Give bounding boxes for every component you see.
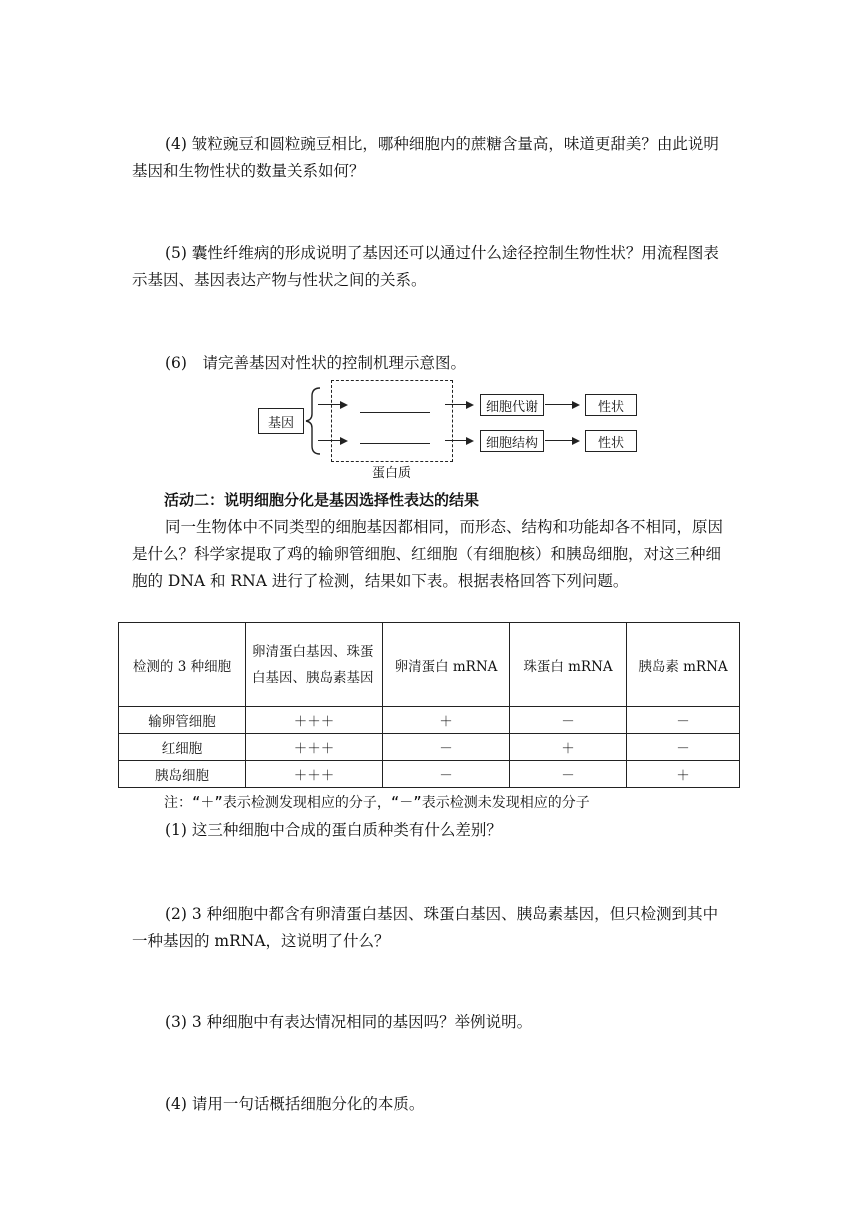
blank-line xyxy=(360,443,430,444)
arrow-line xyxy=(545,404,573,405)
table-cell: － xyxy=(510,761,627,788)
activity-2-title: 活动二：说明细胞分化是基因选择性表达的结果 xyxy=(164,491,480,509)
arrow-head xyxy=(572,401,580,409)
activity-2-intro: 同一生物体中不同类型的细胞基因都相同，而形态、结构和功能却各不相同，原因是什么？科学家提取了鸡的输卵管细胞、红细胞（有细胞核）和胰岛细胞，对这三种细胞的 DNA 和 RNA 进行了检测，结果如下表。根据表格回答下列问题。 xyxy=(132,518,724,590)
question-6: (6) 请完善基因对性状的控制机理示意图。 xyxy=(165,354,466,372)
table-cell: ＋＋＋ xyxy=(246,734,383,761)
table-cell: ＋＋＋ xyxy=(246,707,383,734)
arrow-line xyxy=(445,404,467,405)
cell-structure-box: 细胞结构 xyxy=(480,430,544,452)
question-2-3: (3) 3 种细胞中有表达情况相同的基因吗？举例说明。 xyxy=(165,1013,533,1031)
arrow-line xyxy=(545,440,573,441)
trait-box-2: 性状 xyxy=(585,430,637,452)
gene-box: 基因 xyxy=(258,408,304,434)
table-cell: ＋＋＋ xyxy=(246,761,383,788)
question-5: (5) 囊性纤维病的形成说明了基因还可以通过什么途径控制生物性状？用流程图表示基因、基因表达产物与性状之间的关系。 xyxy=(132,244,719,289)
table-cell: － xyxy=(627,707,740,734)
table-row xyxy=(119,707,740,734)
table-header: 检测的 3 种细胞 xyxy=(119,623,246,707)
question-4: (4) 皱粒豌豆和圆粒豌豆相比，哪种细胞内的蔗糖含量高，味道更甜美？由此说明基因和生物性状的数量关系如何？ xyxy=(132,135,719,180)
gene-trait-diagram xyxy=(0,0,860,490)
table-cell: ＋ xyxy=(383,707,510,734)
trait-box-1: 性状 xyxy=(585,394,637,416)
table-cell: ＋ xyxy=(627,761,740,788)
table-note: 注：“＋”表示检测发现相应的分子，“－”表示检测未发现相应的分子 xyxy=(164,795,590,811)
table-cell: 输卵管细胞 xyxy=(119,707,246,734)
question-2-4: (4) 请用一句话概括细胞分化的本质。 xyxy=(165,1095,425,1113)
table-cell: － xyxy=(627,734,740,761)
protein-label: 蛋白质 xyxy=(372,466,412,481)
table-cell: 胰岛细胞 xyxy=(119,761,246,788)
table-header: 卵清蛋白 mRNA xyxy=(383,623,510,707)
arrow-line xyxy=(445,440,467,441)
protein-dashed-box xyxy=(331,380,453,462)
question-2-1: (1) 这三种细胞中合成的蛋白质种类有什么差别？ xyxy=(165,821,502,839)
arrow-head xyxy=(466,401,474,409)
arrow-head xyxy=(572,437,580,445)
table-header: 胰岛素 mRNA xyxy=(627,623,740,707)
table-cell: － xyxy=(383,761,510,788)
table-header: 卵清蛋白基因、珠蛋白基因、胰岛素基因 xyxy=(246,623,383,707)
detection-table xyxy=(118,622,740,788)
table-row xyxy=(119,734,740,761)
table-cell: ＋ xyxy=(510,734,627,761)
table-cell: － xyxy=(383,734,510,761)
blank-line xyxy=(360,412,430,413)
table-header: 珠蛋白 mRNA xyxy=(510,623,627,707)
arrow-head xyxy=(466,437,474,445)
cell-metabolism-box: 细胞代谢 xyxy=(480,394,544,416)
table-cell: 红细胞 xyxy=(119,734,246,761)
table-header-row xyxy=(119,623,740,707)
question-2-2: (2) 3 种细胞中都含有卵清蛋白基因、珠蛋白基因、胰岛素基因，但只检测到其中一种基因的 mRNA，这说明了什么？ xyxy=(132,905,719,950)
brace-icon xyxy=(304,386,324,456)
table-cell: － xyxy=(510,707,627,734)
table-row xyxy=(119,761,740,788)
